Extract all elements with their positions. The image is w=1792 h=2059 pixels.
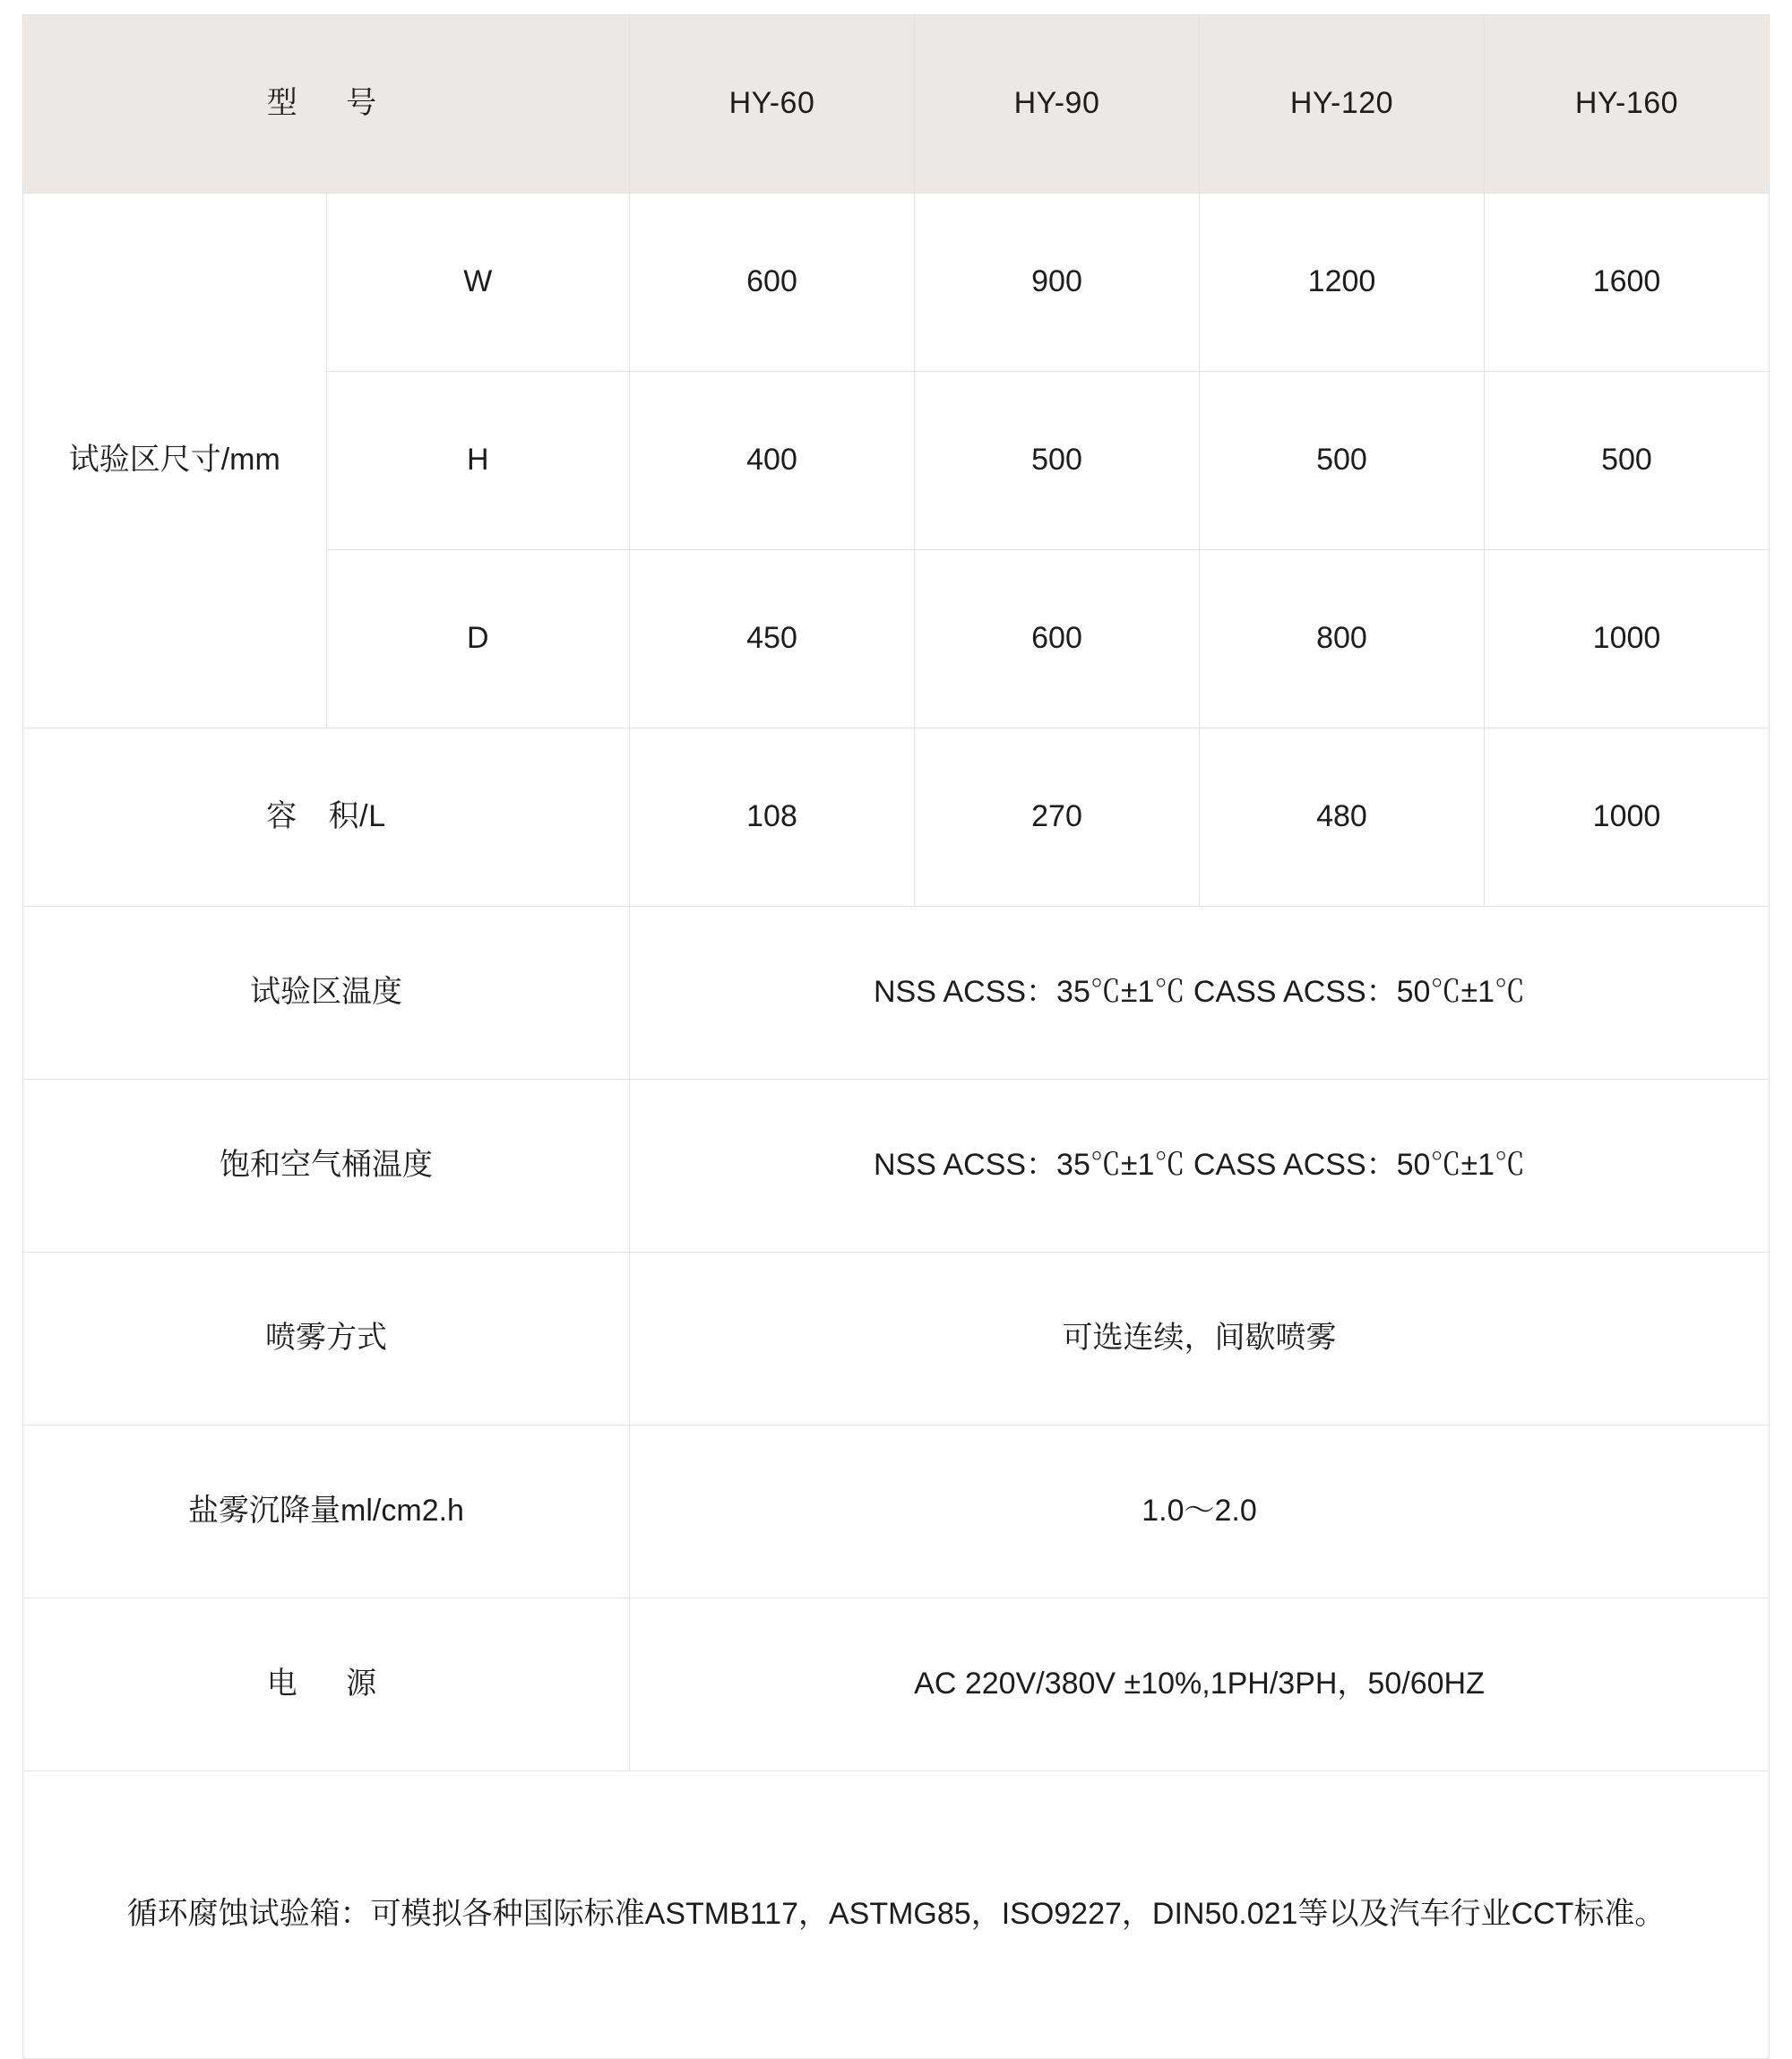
row-label-dimension: 试验区尺寸/mm xyxy=(23,194,327,728)
cell-w-hy120: 1200 xyxy=(1199,194,1484,372)
note-text: 循环腐蚀试验箱：可模拟各种国际标准ASTMB117，ASTMG85，ISO9227，DIN50.021等以及汽车行业CCT标准。 xyxy=(23,1771,1770,2059)
specification-table xyxy=(22,14,1770,2059)
cell-h-hy160: 500 xyxy=(1484,372,1769,550)
cell-h-hy60: 400 xyxy=(630,372,915,550)
cell-deposition-value: 1.0～2.0 xyxy=(630,1426,1770,1598)
table-row-volume xyxy=(23,728,1770,907)
header-model-hy90: HY-90 xyxy=(915,15,1200,194)
table-row-spray-mode xyxy=(23,1253,1770,1426)
row-label-volume xyxy=(23,728,630,907)
header-model-hy120: HY-120 xyxy=(1199,15,1484,194)
table-header-row xyxy=(23,15,1770,194)
cell-d-hy120: 800 xyxy=(1199,550,1484,728)
cell-chamber-temperature-value: NSS ACSS：35℃±1℃ CASS ACSS：50℃±1℃ xyxy=(630,907,1770,1080)
header-model-hy60: HY-60 xyxy=(630,15,915,194)
header-model-label xyxy=(23,15,630,194)
row-label-power-text: 电 源 xyxy=(266,1667,386,1701)
table-row-note xyxy=(23,1771,1770,2059)
cell-volume-hy90: 270 xyxy=(915,728,1200,907)
cell-w-hy160: 1600 xyxy=(1484,194,1769,372)
row-sublabel-w: W xyxy=(326,194,630,372)
header-model-hy160: HY-160 xyxy=(1484,15,1769,194)
row-sublabel-h: H xyxy=(326,372,630,550)
cell-saturator-temperature-value: NSS ACSS：35℃±1℃ CASS ACSS：50℃±1℃ xyxy=(630,1080,1770,1253)
row-label-saturator-temperature: 饱和空气桶温度 xyxy=(23,1080,630,1253)
row-label-deposition: 盐雾沉降量ml/cm2.h xyxy=(23,1426,630,1598)
cell-h-hy90: 500 xyxy=(915,372,1200,550)
table-row-dimension-w xyxy=(23,194,1770,372)
row-label-volume-text: 容 积/L xyxy=(266,799,386,834)
cell-volume-hy160: 1000 xyxy=(1484,728,1769,907)
cell-h-hy120: 500 xyxy=(1199,372,1484,550)
cell-w-hy90: 900 xyxy=(915,194,1200,372)
cell-d-hy90: 600 xyxy=(915,550,1200,728)
cell-power-value: AC 220V/380V ±10%,1PH/3PH，50/60HZ xyxy=(630,1598,1770,1771)
cell-d-hy160: 1000 xyxy=(1484,550,1769,728)
row-label-spray-mode: 喷雾方式 xyxy=(23,1253,630,1426)
row-sublabel-d: D xyxy=(326,550,630,728)
cell-w-hy60: 600 xyxy=(630,194,915,372)
cell-spray-mode-value: 可选连续，间歇喷雾 xyxy=(630,1253,1770,1426)
cell-d-hy60: 450 xyxy=(630,550,915,728)
row-label-power xyxy=(23,1598,630,1771)
table-row-chamber-temperature xyxy=(23,907,1770,1080)
row-label-chamber-temperature: 试验区温度 xyxy=(23,907,630,1080)
header-model-label-text: 型 号 xyxy=(266,86,386,121)
table-row-deposition xyxy=(23,1426,1770,1598)
table-row-power xyxy=(23,1598,1770,1771)
table-row-saturator-temperature xyxy=(23,1080,1770,1253)
cell-volume-hy120: 480 xyxy=(1199,728,1484,907)
cell-volume-hy60: 108 xyxy=(630,728,915,907)
